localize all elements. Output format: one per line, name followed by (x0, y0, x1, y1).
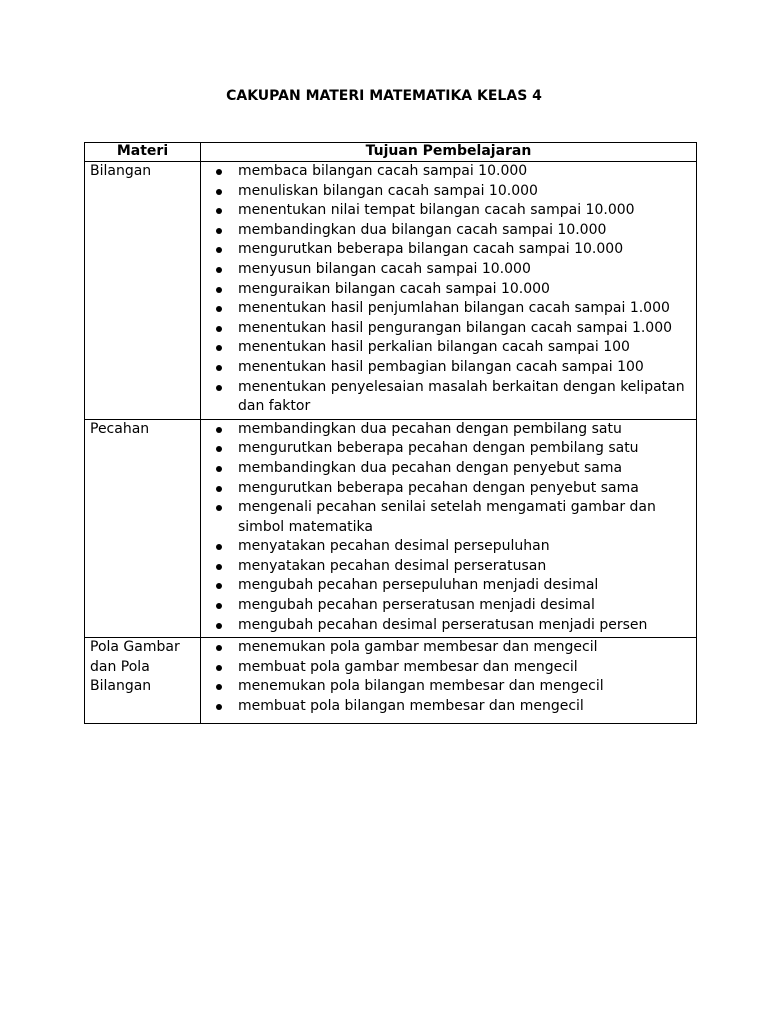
tujuan-text: menemukan pola gambar membesar dan mengecil (238, 639, 598, 656)
header-tujuan: Tujuan Pembelajaran (201, 143, 697, 162)
list-item (201, 378, 692, 417)
tujuan-text: mengubah pecahan desimal perseratusan menjadi persen (238, 616, 648, 633)
tujuan-text: menentukan hasil pembagian bilangan cacah sampai 100 (238, 358, 644, 375)
tujuan-text: menentukan hasil perkalian bilangan cacah sampai 100 (238, 339, 630, 356)
list-item (201, 479, 692, 499)
list-item (201, 638, 692, 658)
tujuan-text: menyatakan pecahan desimal perseratusan (238, 557, 547, 574)
bullet-icon (216, 623, 222, 629)
tujuan-text: menuliskan bilangan cacah sampai 10.000 (238, 182, 538, 199)
list-item (201, 459, 692, 479)
tujuan-text: membandingkan dua pecahan dengan pembilang satu (238, 420, 622, 437)
tujuan-text: membandingkan dua bilangan cacah sampai 10.000 (238, 221, 607, 238)
list-item (201, 616, 692, 636)
materi-cell: Pecahan (85, 419, 201, 638)
list-item (201, 338, 692, 358)
bullet-icon (216, 345, 222, 351)
tujuan-text: menentukan hasil pengurangan bilangan cacah sampai 1.000 (238, 319, 673, 336)
list-item (201, 697, 692, 717)
bullet-icon (216, 645, 222, 651)
bullet-icon (216, 505, 222, 511)
table-row (85, 162, 697, 420)
tujuan-cell (201, 638, 697, 723)
bullet-icon (216, 189, 222, 195)
tujuan-text: membuat pola bilangan membesar dan mengecil (238, 698, 584, 715)
list-item (201, 260, 692, 280)
tujuan-text: mengurutkan beberapa bilangan cacah sampai 10.000 (238, 241, 624, 258)
bullet-icon (216, 169, 222, 175)
tujuan-text: mengubah pecahan perseratusan menjadi desimal (238, 597, 595, 614)
list-item (201, 420, 692, 440)
list-item (201, 319, 692, 339)
list-item (201, 299, 692, 319)
bullet-icon (216, 486, 222, 492)
page-title: CAKUPAN MATERI MATEMATIKA KELAS 4 (226, 88, 542, 104)
bullet-icon (216, 446, 222, 452)
materi-cell: Pola Gambar dan Pola Bilangan (85, 638, 201, 723)
list-item (201, 557, 692, 577)
table-row (85, 638, 697, 723)
list-item (201, 596, 692, 616)
tujuan-list (201, 638, 696, 718)
bullet-icon (216, 427, 222, 433)
tujuan-text: mengenali pecahan senilai setelah mengamati gambar dan simbol matematika (238, 499, 656, 535)
list-item (201, 439, 692, 459)
table-body (85, 162, 697, 724)
bullet-icon (216, 684, 222, 690)
tujuan-text: menyusun bilangan cacah sampai 10.000 (238, 260, 531, 277)
list-item (201, 201, 692, 221)
list-item (201, 576, 692, 596)
tujuan-cell (201, 162, 697, 420)
tujuan-text: menemukan pola bilangan membesar dan mengecil (238, 678, 604, 695)
bullet-icon (216, 247, 222, 253)
bullet-icon (216, 564, 222, 570)
table-header-row (85, 143, 697, 162)
list-item (201, 677, 692, 697)
bullet-icon (216, 326, 222, 332)
list-item (201, 537, 692, 557)
header-materi: Materi (85, 143, 201, 162)
bullet-icon (216, 544, 222, 550)
tujuan-text: menyatakan pecahan desimal persepuluhan (238, 538, 550, 555)
bullet-icon (216, 306, 222, 312)
bullet-icon (216, 665, 222, 671)
table-row (85, 419, 697, 638)
list-item (201, 658, 692, 678)
tujuan-text: membandingkan dua pecahan dengan penyebut sama (238, 459, 623, 476)
bullet-icon (216, 208, 222, 214)
bullet-icon (216, 385, 222, 391)
bullet-icon (216, 267, 222, 273)
list-item (201, 358, 692, 378)
materi-table (84, 142, 697, 724)
tujuan-text: menguraikan bilangan cacah sampai 10.000 (238, 280, 550, 297)
bullet-icon (216, 287, 222, 293)
tujuan-text: menentukan hasil penjumlahan bilangan cacah sampai 1.000 (238, 300, 670, 317)
bullet-icon (216, 583, 222, 589)
materi-cell: Bilangan (85, 162, 201, 420)
list-item (201, 162, 692, 182)
bullet-icon (216, 466, 222, 472)
tujuan-text: mengubah pecahan persepuluhan menjadi desimal (238, 577, 599, 594)
list-item (201, 221, 692, 241)
bullet-icon (216, 704, 222, 710)
bullet-icon (216, 365, 222, 371)
tujuan-text: membaca bilangan cacah sampai 10.000 (238, 163, 528, 179)
tujuan-list (201, 162, 696, 419)
tujuan-text: mengurutkan beberapa pecahan dengan penyebut sama (238, 479, 639, 496)
tujuan-text: menentukan nilai tempat bilangan cacah sampai 10.000 (238, 202, 635, 219)
list-item (201, 498, 692, 537)
tujuan-text: membuat pola gambar membesar dan mengecil (238, 658, 578, 675)
list-item (201, 240, 692, 260)
tujuan-cell (201, 419, 697, 638)
tujuan-text: menentukan penyelesaian masalah berkaitan dengan kelipatan dan faktor (238, 378, 685, 415)
tujuan-list (201, 420, 696, 638)
tujuan-text: mengurutkan beberapa pecahan dengan pembilang satu (238, 440, 639, 457)
bullet-icon (216, 603, 222, 609)
list-item (201, 280, 692, 300)
bullet-icon (216, 228, 222, 234)
list-item (201, 182, 692, 202)
